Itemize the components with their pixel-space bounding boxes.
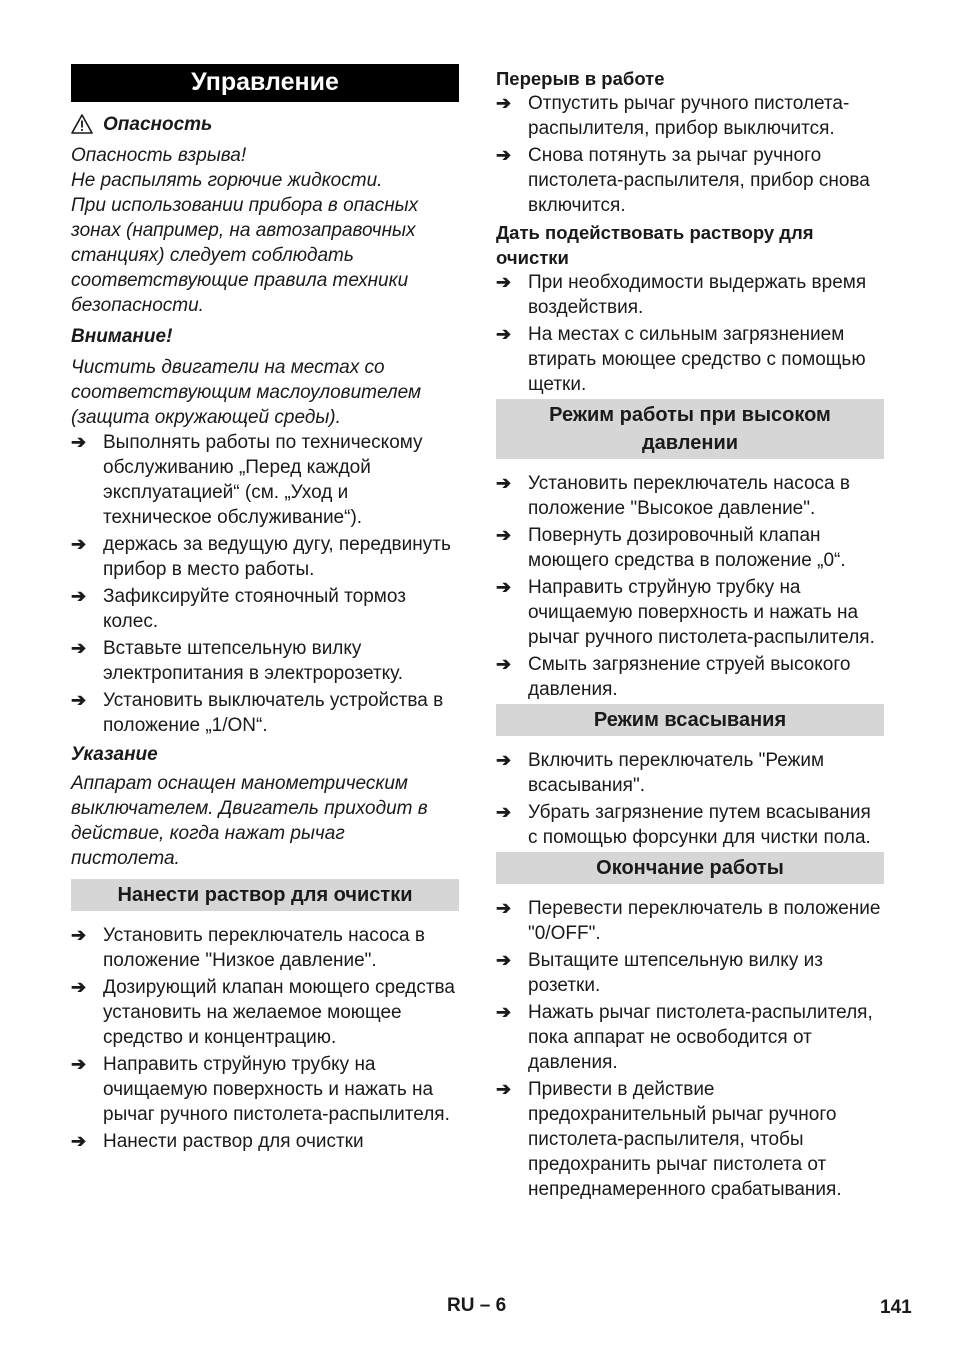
text-line: безопасности. <box>71 295 204 316</box>
arrow-right-icon: ➔ <box>496 577 512 597</box>
break-heading: Перерыв в работе <box>496 68 665 89</box>
text-line: зонах (например, на автозаправочных <box>71 220 416 241</box>
text-line: Не распылять горючие жидкости. <box>71 170 383 191</box>
text-line: соответствующим маслоуловителем <box>71 382 422 403</box>
steps-list <box>496 471 884 702</box>
page-title: Управление <box>71 64 459 102</box>
soak-heading: Дать подействовать раствору для очистки <box>496 222 814 268</box>
arrow-right-icon: ➔ <box>496 525 512 545</box>
arrow-right-icon: ➔ <box>496 898 512 918</box>
list-item: ➔ Направить струйную трубку на очищаемую поверхность и нажать на рычаг ручного пистолета-распылителя. <box>71 1054 450 1125</box>
left-column <box>71 64 459 1156</box>
steps-list <box>496 896 884 1202</box>
note-label: Указание <box>71 744 158 765</box>
arrow-right-icon: ➔ <box>71 925 87 945</box>
text-line: Аппарат оснащен манометрическим <box>71 773 408 794</box>
arrow-right-icon: ➔ <box>496 950 512 970</box>
list-item: ➔ Вставьте штепсельную вилку электропитания в электророзетку. <box>71 638 404 684</box>
arrow-right-icon: ➔ <box>496 1079 512 1099</box>
danger-label: Опасность <box>103 114 213 135</box>
list-item: ➔ Перевести переключатель в положение "0/OFF". <box>496 898 881 944</box>
section-end-heading: Окончание работы <box>496 852 884 884</box>
text-line: При использовании прибора в опасных <box>71 195 419 216</box>
arrow-right-icon: ➔ <box>496 145 512 165</box>
steps-list <box>71 430 459 738</box>
arrow-right-icon: ➔ <box>496 654 512 674</box>
list-item: ➔ Установить переключатель насоса в положение "Низкое давление". <box>71 925 425 971</box>
text-line: выключателем. Двигатель приходит в <box>71 798 428 819</box>
arrow-right-icon: ➔ <box>71 586 87 606</box>
list-item: ➔ Отпустить рычаг ручного пистолета-распылителя, прибор выключится. <box>496 93 850 139</box>
arrow-right-icon: ➔ <box>496 750 512 770</box>
list-item: ➔ Привести в действие предохранительный рычаг ручного пистолета-распылителя, чтобы предохранить рычаг пистолета от непреднамеренного срабатывания. <box>496 1079 842 1200</box>
list-item: ➔ Повернуть дозировочный клапан моющего средства в положение „0“. <box>496 525 846 571</box>
attention-text <box>71 355 459 430</box>
section-high-pressure-heading: Режим работы при высоком давлении <box>496 399 884 459</box>
danger-heading <box>71 112 459 137</box>
attention-label: Внимание! <box>71 326 173 347</box>
arrow-right-icon: ➔ <box>496 93 512 113</box>
text-line: Опасность взрыва! <box>71 145 247 166</box>
list-item: ➔ На местах с сильным загрязнением втирать моющее средство с помощью щетки. <box>496 324 866 395</box>
list-item: ➔ Вытащите штепсельную вилку из розетки. <box>496 950 823 996</box>
arrow-right-icon: ➔ <box>496 1002 512 1022</box>
list-item: ➔ Убрать загрязнение путем всасывания с помощью форсунки для чистки пола. <box>496 802 871 848</box>
text-line: (защита окружающей среды). <box>71 407 341 428</box>
note-text <box>71 771 459 871</box>
footer-language-code: RU – 6 <box>447 1295 507 1316</box>
right-column <box>496 66 884 1204</box>
section-suction-heading: Режим всасывания <box>496 704 884 736</box>
section-apply-heading: Нанести раствор для очистки <box>71 879 459 911</box>
list-item: ➔ Смыть загрязнение струей высокого давления. <box>496 654 851 700</box>
list-item: ➔ Направить струйную трубку на очищаемую поверхность и нажать на рычаг ручного пистолета-распылителя. <box>496 577 875 648</box>
list-item: ➔ Установить переключатель насоса в положение "Высокое давление". <box>496 473 850 519</box>
arrow-right-icon: ➔ <box>496 324 512 344</box>
list-item: ➔ Зафиксируйте стояночный тормоз колес. <box>71 586 406 632</box>
text-line: пистолета. <box>71 848 180 869</box>
steps-list <box>496 91 884 218</box>
arrow-right-icon: ➔ <box>71 977 87 997</box>
list-item: ➔ При необходимости выдержать время воздействия. <box>496 272 867 318</box>
text-line: Чистить двигатели на местах со <box>71 357 385 378</box>
arrow-right-icon: ➔ <box>71 1131 87 1151</box>
steps-list <box>496 270 884 397</box>
footer-page-number: 141 <box>880 1297 912 1318</box>
arrow-right-icon: ➔ <box>71 534 87 554</box>
text-line: станциях) следует соблюдать <box>71 245 354 266</box>
warning-triangle-icon <box>71 114 95 136</box>
arrow-right-icon: ➔ <box>496 272 512 292</box>
list-item: ➔ Снова потянуть за рычаг ручного пистолета-распылителя, прибор снова включится. <box>496 145 870 216</box>
danger-text <box>71 143 459 318</box>
arrow-right-icon: ➔ <box>496 473 512 493</box>
arrow-right-icon: ➔ <box>496 802 512 822</box>
list-item: ➔ Включить переключатель "Режим всасывания". <box>496 750 825 796</box>
arrow-right-icon: ➔ <box>71 690 87 710</box>
steps-list <box>71 923 459 1154</box>
list-item: ➔ Дозирующий клапан моющего средства установить на желаемое моющее средство и концентрацию. <box>71 977 455 1048</box>
list-item: ➔ Нанести раствор для очистки <box>71 1131 364 1152</box>
list-item: ➔ Выполнять работы по техническому обслуживанию „Перед каждой эксплуатацией“ (см. „Уход и техническое обслуживание“). <box>71 432 423 528</box>
text-line: действие, когда нажат рычаг <box>71 823 345 844</box>
list-item: ➔ Установить выключатель устройства в положение „1/ON“. <box>71 690 444 736</box>
arrow-right-icon: ➔ <box>71 432 87 452</box>
text-line: соответствующие правила техники <box>71 270 409 291</box>
list-item: ➔ держась за ведущую дугу, передвинуть прибор в место работы. <box>71 534 451 580</box>
arrow-right-icon: ➔ <box>71 638 87 658</box>
arrow-right-icon: ➔ <box>71 1054 87 1074</box>
steps-list <box>496 748 884 850</box>
list-item: ➔ Нажать рычаг пистолета-распылителя, пока аппарат не освободится от давления. <box>496 1002 873 1073</box>
